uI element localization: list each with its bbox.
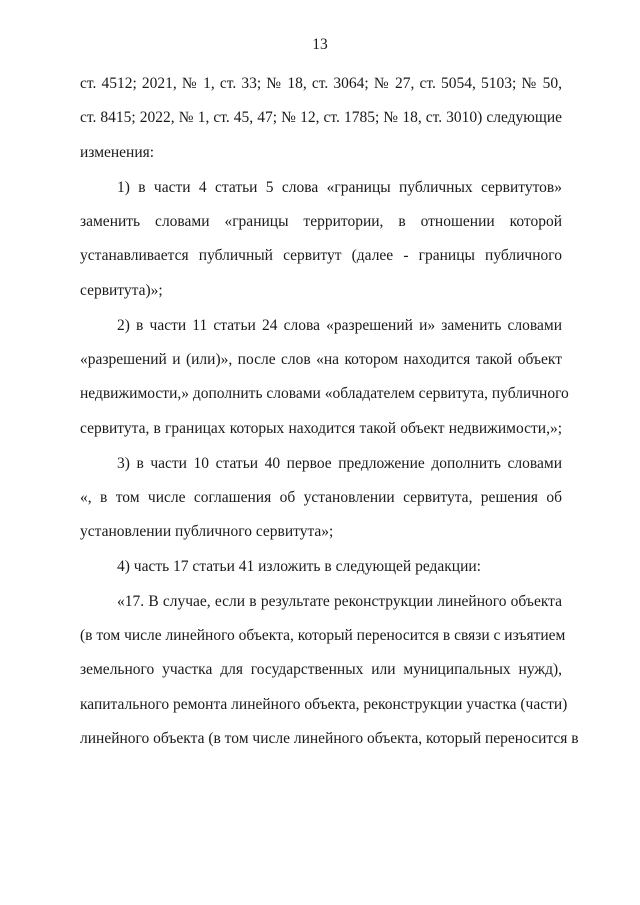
text-line: «разрешений и (или)», после слов «на котором находится такой объект <box>80 351 562 368</box>
text-line: линейного объекта (в том числе линейного объекта, который переносится в <box>80 730 579 747</box>
text-line: сервитута, в границах которых находится такой объект недвижимости,»; <box>80 420 562 437</box>
text-line: (в том числе линейного объекта, который переносится в связи с изъятием <box>80 627 566 644</box>
text-line: заменить словами «границы территории, в отношении которой <box>80 213 562 230</box>
text-line: устанавливается публичный сервитут (далее - границы публичного <box>80 247 562 264</box>
text-line: 2) в части 11 статьи 24 слова «разрешений и» заменить словами <box>117 317 562 334</box>
text-line: капитального ремонта линейного объекта, реконструкции участка (части) <box>80 696 568 713</box>
text-line: земельного участка для государственных или муниципальных нужд), <box>80 661 562 678</box>
text-line: «, в том числе соглашения об установлении сервитута, решения об <box>80 489 562 506</box>
text-line: «17. В случае, если в результате реконструкции линейного объекта <box>117 593 562 610</box>
text-line: ст. 4512; 2021, № 1, ст. 33; № 18, ст. 3064; № 27, ст. 5054, 5103; № 50, <box>80 75 562 92</box>
page-number: 13 <box>312 36 328 53</box>
text-line: 3) в части 10 статьи 40 первое предложение дополнить словами <box>117 455 562 472</box>
text-line: 1) в части 4 статьи 5 слова «границы публичных сервитутов» <box>117 179 562 196</box>
text-line: 4) часть 17 статьи 41 изложить в следующей редакции: <box>117 558 481 575</box>
text-line: недвижимости,» дополнить словами «обладателем сервитута, публичного <box>80 385 569 402</box>
text-line: установлении публичного сервитута»; <box>80 523 334 540</box>
text-line: изменения: <box>80 144 155 161</box>
text-line: сервитута)»; <box>80 282 163 299</box>
text-line: ст. 8415; 2022, № 1, ст. 45, 47; № 12, ст. 1785; № 18, ст. 3010) следующие <box>80 109 562 126</box>
